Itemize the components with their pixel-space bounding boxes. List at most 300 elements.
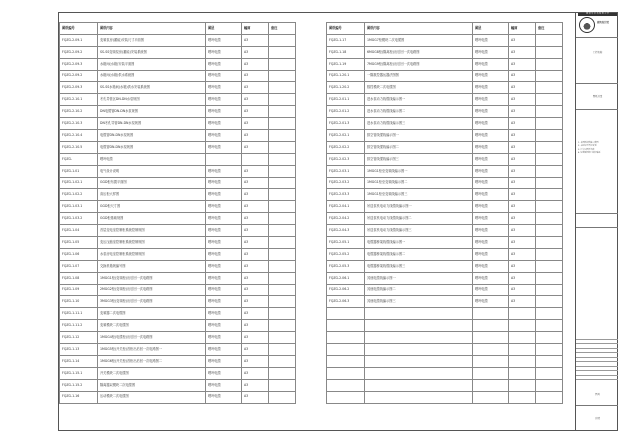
- project-name: 工程名称: [592, 51, 603, 54]
- table-cell: 嘌呤电缆: [473, 130, 509, 142]
- table-cell: A3: [509, 106, 536, 118]
- table-cell: [269, 225, 296, 237]
- table-cell: FQZG-: [60, 153, 98, 165]
- table-cell: FQZG-2.05.3: [327, 260, 365, 272]
- table-cell: FQZG-2.09.2: [60, 46, 98, 58]
- table-cell: 1MGG1柜至变频线编示图一: [365, 165, 473, 177]
- table-cell: [536, 34, 563, 46]
- table-cell: A3: [242, 248, 269, 260]
- table-cell: 其他电缆线编示图一: [365, 272, 473, 284]
- table-cell: A3: [509, 94, 536, 106]
- table-cell: FQZG-2.04.3: [327, 225, 365, 237]
- table-cell: [536, 355, 563, 367]
- table-cell: FQZG-2.04.2: [327, 213, 365, 225]
- table-cell: [509, 308, 536, 320]
- table-cell: 高压柜大样图: [98, 189, 206, 201]
- table-row: [327, 260, 563, 272]
- table-cell: 水箱间(水箱)安装平面图: [98, 58, 206, 70]
- table-cell: FQZG-1.15.2: [60, 379, 98, 391]
- table-cell: [473, 367, 509, 379]
- table-row: [60, 189, 296, 201]
- table-cell: [365, 355, 473, 367]
- table-cell: [365, 344, 473, 356]
- table-cell: [269, 165, 296, 177]
- table-cell: 嘌呤电缆: [473, 46, 509, 58]
- table-cell: FQZG-2.09.2: [60, 70, 98, 82]
- table-cell: FQZG-2.09.3: [60, 82, 98, 94]
- table-cell: [536, 367, 563, 379]
- table-cell: 嘌呤电缆: [206, 177, 242, 189]
- table-cell: A3: [509, 260, 536, 272]
- table-cell: [365, 367, 473, 379]
- table-cell: 排空管线缆线编示图三: [365, 153, 473, 165]
- table-cell: FQZG-2.01.3: [327, 118, 365, 130]
- table-cell: 嘌呤电缆: [473, 82, 509, 94]
- table-cell: 变频器二次电缆图: [98, 308, 206, 320]
- note-line: 4. 如有疑问请与设计联系: [578, 152, 601, 155]
- table-cell: 电缆管DN-DN水泵规图: [98, 141, 206, 153]
- table-cell: FQZG-2.09.3: [60, 58, 98, 70]
- table-row: [60, 82, 296, 94]
- table-row: [327, 177, 563, 189]
- table-cell: [536, 58, 563, 70]
- table-cell: [509, 367, 536, 379]
- table-cell: FQZG-1.06: [60, 248, 98, 260]
- general-notes: [576, 141, 618, 157]
- table-row: [60, 201, 296, 213]
- table-cell: 进水泵动力线缆线编示图三: [365, 118, 473, 130]
- table-cell: 其他电缆线编示图二: [365, 284, 473, 296]
- table-cell: A3: [242, 118, 269, 130]
- table-cell: FQZG-1.20.1: [327, 70, 365, 82]
- table-row: [60, 46, 296, 58]
- table-cell: 嘌呤电缆: [206, 213, 242, 225]
- table-cell: FQZG-2.02.1: [327, 130, 365, 142]
- table-cell: 嘌呤电缆: [206, 58, 242, 70]
- table-cell: [536, 106, 563, 118]
- table-cell: [365, 320, 473, 332]
- table-row: [60, 213, 296, 225]
- table-cell: [269, 248, 296, 260]
- table-cell: FQZG-1.17: [327, 34, 365, 46]
- table-cell: [536, 118, 563, 130]
- column-header: 图纸编号: [60, 23, 98, 35]
- table-cell: A3: [242, 296, 269, 308]
- table-cell: [509, 332, 536, 344]
- table-cell: 1MGG1柜至变频线编示图二: [365, 177, 473, 189]
- table-cell: FQZG-1.08: [60, 272, 98, 284]
- table-cell: FQZG-1.12: [60, 332, 98, 344]
- table-cell: 嘌呤电缆: [206, 34, 242, 46]
- drawing-sheet: [58, 12, 618, 431]
- table-cell: A3: [242, 391, 269, 403]
- table-cell: 嘌呤电缆: [473, 94, 509, 106]
- table-cell: [269, 34, 296, 46]
- table-row: [60, 153, 296, 165]
- table-cell: A3: [242, 94, 269, 106]
- table-cell: 嘌呤电缆: [206, 248, 242, 260]
- table-row: [60, 118, 296, 130]
- table-cell: 嘌呤电缆: [206, 272, 242, 284]
- table-row: [60, 248, 296, 260]
- table-cell: 嘌呤电缆: [206, 165, 242, 177]
- table-row: [327, 118, 563, 130]
- table-cell: 嘌呤电缆: [473, 225, 509, 237]
- table-cell: FQZG-2.02.3: [327, 153, 365, 165]
- table-cell: FQZG-2.01.2: [327, 106, 365, 118]
- table-cell: A3: [242, 355, 269, 367]
- table-cell: [473, 332, 509, 344]
- table-cell: [536, 225, 563, 237]
- table-cell: 嘌呤电缆: [206, 237, 242, 249]
- table-cell: [269, 237, 296, 249]
- table-row: [327, 237, 563, 249]
- table-cell: 嘌呤电缆: [473, 237, 509, 249]
- table-cell: 嘌呤电缆: [473, 177, 509, 189]
- table-cell: 其他电缆线编示图三: [365, 296, 473, 308]
- table-cell: 嘌呤电缆: [206, 367, 242, 379]
- table-cell: [365, 391, 473, 403]
- table-cell: A3: [509, 237, 536, 249]
- table-cell: [269, 308, 296, 320]
- table-cell: [269, 177, 296, 189]
- table-cell: [327, 320, 365, 332]
- table-row: [327, 213, 563, 225]
- table-cell: A3: [242, 284, 269, 296]
- table-cell: 6MGG8柜(隔离柜)出后回一次电路图: [365, 46, 473, 58]
- table-cell: A3: [509, 70, 536, 82]
- table-row: [60, 34, 296, 46]
- table-row: [60, 355, 296, 367]
- table-cell: [473, 355, 509, 367]
- table-row: [327, 94, 563, 106]
- table-cell: 7MGG9柜(隔离柜)出后回一次电路图: [365, 58, 473, 70]
- table-row: [327, 130, 563, 142]
- table-cell: A3: [242, 58, 269, 70]
- table-cell: [509, 391, 536, 403]
- table-cell: 嘌呤电缆: [206, 201, 242, 213]
- table-cell: FQZG-1.07: [60, 260, 98, 272]
- table-row: [60, 165, 296, 177]
- table-cell: 进水泵动力线缆线编示图二: [365, 106, 473, 118]
- table-row: [327, 296, 563, 308]
- table-cell: A3: [242, 379, 269, 391]
- table-cell: A3: [242, 106, 269, 118]
- table-cell: 一隔数控器运器法图图: [365, 70, 473, 82]
- table-cell: FQZG-2.10.2: [60, 106, 98, 118]
- table-cell: 嘌呤电缆: [206, 94, 242, 106]
- table-cell: A3: [509, 58, 536, 70]
- table-cell: [269, 106, 296, 118]
- table-cell: 吊送泵机电动力线缆线编示图一: [365, 201, 473, 213]
- table-cell: 1MGG1柜至变频线编示图三: [365, 189, 473, 201]
- table-cell: FQZG-2.03.2: [327, 177, 365, 189]
- table-cell: [536, 153, 563, 165]
- table-cell: FQZG-1.04: [60, 225, 98, 237]
- table-cell: SS-SS变频泵房(蓄能)安装系统图: [98, 46, 206, 58]
- table-row: [327, 153, 563, 165]
- table-cell: [365, 308, 473, 320]
- table-cell: [536, 189, 563, 201]
- table-row: [60, 58, 296, 70]
- table-cell: [269, 46, 296, 58]
- table-cell: [269, 344, 296, 356]
- table-cell: 电缆器桥架线缆线编示图一: [365, 237, 473, 249]
- table-cell: FQZG-2.06.1: [327, 272, 365, 284]
- table-cell: 1MGG6柜(开关柜)首柜出后回一次电路图二: [98, 355, 206, 367]
- table-row: [60, 344, 296, 356]
- column-header: 图层: [473, 23, 509, 35]
- table-cell: [536, 248, 563, 260]
- table-cell: 首层变电室控制柜系统控制规图: [98, 225, 206, 237]
- table-row: [60, 94, 296, 106]
- table-row: [60, 141, 296, 153]
- table-cell: [536, 213, 563, 225]
- table-cell: 水泵房电室控制柜系统控制规图: [98, 248, 206, 260]
- table-cell: 嘌呤电缆: [473, 296, 509, 308]
- table-cell: A3: [242, 201, 269, 213]
- drawing-title: 图纸目录: [592, 95, 603, 98]
- column-header: 图纸内容: [98, 23, 206, 35]
- table-cell: [269, 260, 296, 272]
- table-cell: 嘌呤电缆: [473, 284, 509, 296]
- table-cell: FQZG-1.11.2: [60, 320, 98, 332]
- table-cell: [509, 379, 536, 391]
- table-cell: [269, 284, 296, 296]
- table-cell: 嘌呤电缆: [473, 70, 509, 82]
- table-cell: 嘌呤电缆: [206, 344, 242, 356]
- empty-row: [327, 344, 563, 356]
- column-header: 图纸内容: [365, 23, 473, 35]
- table-cell: FQZG-2.10.1: [60, 94, 98, 106]
- table-cell: FQZG-1.14: [60, 355, 98, 367]
- table-cell: A3: [509, 189, 536, 201]
- empty-row: [327, 332, 563, 344]
- company-logo-icon: [579, 17, 595, 33]
- table-cell: FQZG-1.11.1: [60, 308, 98, 320]
- table-cell: [536, 46, 563, 58]
- table-cell: [365, 332, 473, 344]
- table-row: [60, 308, 296, 320]
- table-cell: A3: [242, 213, 269, 225]
- table-cell: FQZG-2.05.2: [327, 248, 365, 260]
- table-cell: GGD柜尺寸图: [98, 201, 206, 213]
- table-cell: A3: [242, 225, 269, 237]
- table-row: [60, 177, 296, 189]
- table-cell: 嘌呤电缆: [473, 34, 509, 46]
- table-cell: [327, 332, 365, 344]
- table-row: [327, 248, 563, 260]
- table-cell: 变频泵房(蓄能)安装尺寸平面图: [98, 34, 206, 46]
- table-cell: 嘌呤电缆: [473, 165, 509, 177]
- table-cell: 嘌呤电缆: [98, 153, 206, 165]
- table-cell: 嘌呤电缆: [473, 118, 509, 130]
- table-cell: A3: [509, 34, 536, 46]
- table-cell: FQZG-2.06.2: [327, 284, 365, 296]
- table-cell: A3: [242, 308, 269, 320]
- table-cell: [269, 391, 296, 403]
- table-cell: A3: [509, 46, 536, 58]
- table-cell: 变压压缩室控制柜系统控制规图: [98, 237, 206, 249]
- table-row: [327, 34, 563, 46]
- table-cell: 嘌呤电缆: [206, 284, 242, 296]
- table-cell: [269, 201, 296, 213]
- table-cell: [327, 367, 365, 379]
- table-row: [327, 284, 563, 296]
- table-cell: FQZG-1.20.2: [327, 82, 365, 94]
- table-cell: 压动模块二次电缆图: [98, 391, 206, 403]
- table-cell: A3: [509, 225, 536, 237]
- table-row: [327, 272, 563, 284]
- table-cell: [269, 213, 296, 225]
- empty-row: [327, 308, 563, 320]
- table-cell: 嘌呤电缆: [206, 379, 242, 391]
- empty-row: [327, 355, 563, 367]
- table-cell: A3: [242, 177, 269, 189]
- table-cell: 电缆器桥架线缆线编示图三: [365, 260, 473, 272]
- table-cell: [327, 355, 365, 367]
- table-cell: [269, 70, 296, 82]
- table-cell: [269, 141, 296, 153]
- table-cell: FQZG-2.10.4: [60, 130, 98, 142]
- date-field: 日期: [595, 417, 600, 420]
- table-cell: [206, 153, 242, 165]
- table-row: [60, 272, 296, 284]
- table-cell: 水箱间(水箱)供水系统图: [98, 70, 206, 82]
- revision-row: [576, 376, 618, 381]
- table-row: [60, 130, 296, 142]
- table-cell: [509, 344, 536, 356]
- table-cell: FQZG-1.13: [60, 344, 98, 356]
- empty-row: [327, 379, 563, 391]
- table-cell: [536, 272, 563, 284]
- table-cell: [269, 272, 296, 284]
- table-cell: FQZG-1.18: [327, 46, 365, 58]
- table-cell: FQZG-1.19: [327, 58, 365, 70]
- table-cell: [473, 379, 509, 391]
- table-cell: [536, 391, 563, 403]
- table-cell: [269, 379, 296, 391]
- table-cell: 嘌呤电缆: [206, 189, 242, 201]
- table-row: [60, 70, 296, 82]
- table-row: [60, 106, 296, 118]
- table-cell: [536, 237, 563, 249]
- table-row: [60, 237, 296, 249]
- table-cell: FQZG-2.10.3: [60, 118, 98, 130]
- table-cell: 隔离器双模块二次电缆图: [98, 379, 206, 391]
- table-cell: [536, 320, 563, 332]
- table-cell: 吊送泵机电动力线缆线编示图二: [365, 213, 473, 225]
- table-cell: [536, 177, 563, 189]
- table-cell: 嘌呤电缆: [206, 225, 242, 237]
- table-cell: A3: [509, 248, 536, 260]
- table-cell: [536, 201, 563, 213]
- table-cell: 嘌呤电缆: [206, 391, 242, 403]
- table-cell: 电缆管DN-DN水泵规图: [98, 130, 206, 142]
- table-cell: A3: [242, 260, 269, 272]
- table-cell: FQZG-1.05: [60, 237, 98, 249]
- table-cell: 嘌呤电缆: [206, 308, 242, 320]
- table-cell: [269, 332, 296, 344]
- table-cell: 嘌呤电缆: [206, 320, 242, 332]
- table-cell: A3: [509, 296, 536, 308]
- table-cell: FQZG-2.02.2: [327, 141, 365, 153]
- table-cell: A3: [509, 213, 536, 225]
- table-cell: [473, 320, 509, 332]
- table-cell: 嘌呤电缆: [473, 106, 509, 118]
- table-cell: [536, 94, 563, 106]
- column-header: 备注: [269, 23, 296, 35]
- empty-row: [327, 391, 563, 403]
- table-cell: FQZG-2.06.3: [327, 296, 365, 308]
- table-cell: FQZG-1.01: [60, 165, 98, 177]
- table-cell: [473, 308, 509, 320]
- table-cell: 嘌呤电缆: [206, 296, 242, 308]
- empty-row: [327, 367, 563, 379]
- table-cell: 嘌呤电缆: [206, 82, 242, 94]
- table-cell: A3: [242, 344, 269, 356]
- table-row: [327, 106, 563, 118]
- table-cell: 1MGG4柜(电缆柜)出后回一次电路图: [98, 332, 206, 344]
- table-cell: GGD柜基础规图: [98, 213, 206, 225]
- table-cell: A3: [242, 165, 269, 177]
- drawing-list-table-left: [59, 22, 296, 404]
- table-cell: [536, 332, 563, 344]
- table-cell: 嘌呤电缆: [473, 248, 509, 260]
- table-cell: [327, 391, 365, 403]
- table-cell: 1MGG7柜模块二次电缆图: [365, 34, 473, 46]
- table-cell: 嘌呤电缆: [473, 58, 509, 70]
- table-cell: 嘌呤电缆: [206, 141, 242, 153]
- table-cell: FQZG-2.04.1: [327, 201, 365, 213]
- table-cell: 2MGG2柜(变频柜)出后回一次电路图: [98, 284, 206, 296]
- table-cell: A3: [509, 153, 536, 165]
- title-block: [575, 13, 618, 430]
- table-cell: 嘌呤电缆: [473, 272, 509, 284]
- table-row: [327, 70, 563, 82]
- table-cell: FQZG-2.10.5: [60, 141, 98, 153]
- table-cell: 交换机箱规编号图: [98, 260, 206, 272]
- table-row: [60, 296, 296, 308]
- table-cell: [536, 344, 563, 356]
- table-cell: 排空管线缆线编示图二: [365, 141, 473, 153]
- sheet-number: 图号: [595, 393, 600, 396]
- table-cell: A3: [509, 272, 536, 284]
- table-cell: 数控模块二次电缆图: [365, 82, 473, 94]
- table-cell: A3: [509, 118, 536, 130]
- table-cell: A3: [509, 177, 536, 189]
- table-row: [327, 189, 563, 201]
- table-cell: [536, 165, 563, 177]
- table-row: [60, 320, 296, 332]
- table-cell: [269, 296, 296, 308]
- table-cell: [536, 141, 563, 153]
- table-cell: 吊送泵机电动力线缆线编示图三: [365, 225, 473, 237]
- table-cell: FQZG-2.05.1: [327, 237, 365, 249]
- table-row: [327, 58, 563, 70]
- table-cell: 嘌呤电缆: [473, 189, 509, 201]
- table-cell: 冬孔导管区DN-DN水泵规图: [98, 94, 206, 106]
- table-cell: 嘌呤电缆: [206, 355, 242, 367]
- table-cell: [269, 58, 296, 70]
- table-cell: FQZG-2.03.1: [327, 165, 365, 177]
- table-cell: [269, 94, 296, 106]
- table-cell: FQZG-1.02.2: [60, 189, 98, 201]
- table-cell: 进水泵动力线缆线编示图一: [365, 94, 473, 106]
- table-cell: A3: [509, 165, 536, 177]
- table-cell: 嘌呤电缆: [473, 260, 509, 272]
- table-row: [327, 201, 563, 213]
